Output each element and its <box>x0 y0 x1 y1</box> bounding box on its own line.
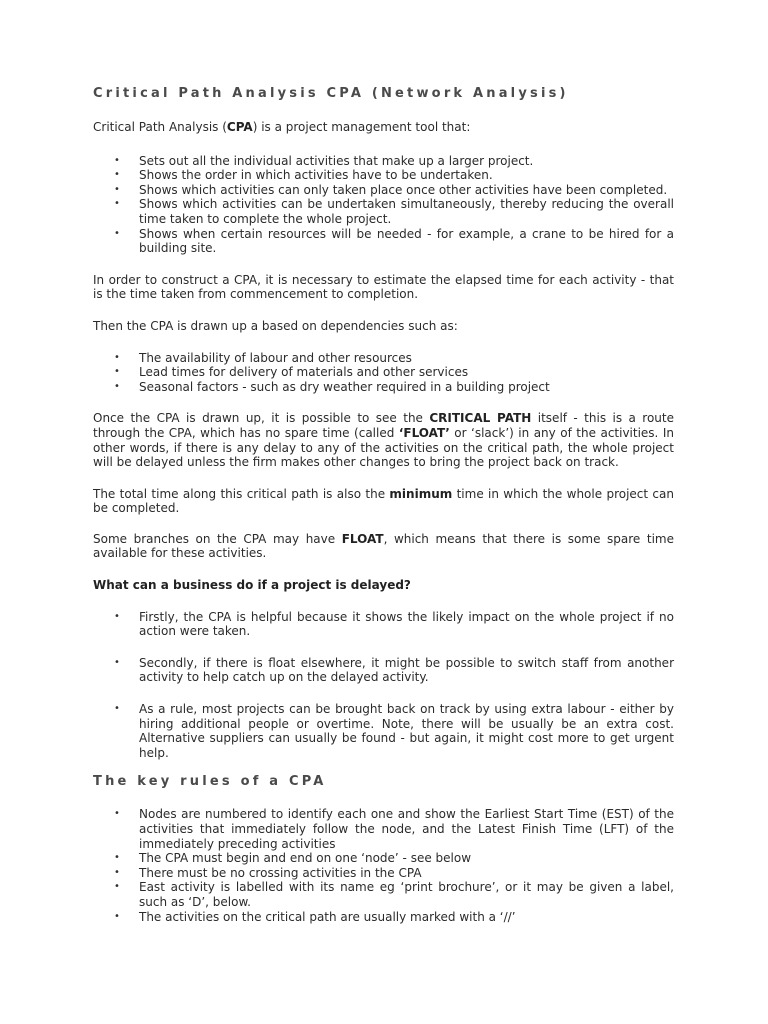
list-item: • Lead times for delivery of materials and other services <box>93 365 674 380</box>
intro-text-before: Critical Path Analysis ( <box>93 120 227 134</box>
dependencies-list <box>93 351 674 395</box>
list-item: • Shows the order in which activities have to be undertaken. <box>93 168 674 183</box>
list-item: • Shows which activities can be undertaken simultaneously, thereby reducing the overall time taken to complete the whole project. <box>93 197 674 226</box>
list-item: • East activity is labelled with its name eg ‘print brochure’, or it may be given a label, such as ‘D’, below. <box>93 880 674 909</box>
document-body <box>93 86 674 924</box>
critical-text-3: or ‘slack’) in any of the activities. In other words, if there is any delay to any of the activities on the critical path, the whole project will be delayed unless the firm makes other changes to bring the project back on track. <box>93 425 674 470</box>
delay-list <box>93 610 674 761</box>
critical-text-2: itself - this is a route through the CPA, which has no spare time (called <box>93 411 675 440</box>
float-text-1: Some branches on the CPA may have <box>93 531 342 546</box>
minimum-text-2: time in which the whole project can be completed. <box>93 486 674 516</box>
minimum-paragraph <box>93 487 674 516</box>
list-item: • Sets out all the individual activities that make up a larger project. <box>93 154 674 169</box>
intro-list <box>93 154 674 256</box>
delay-heading: What can a business do if a project is delayed? <box>93 578 411 593</box>
list-item: • Shows which activities can only taken place once other activities have been completed. <box>93 183 674 198</box>
critical-path-bold: CRITICAL PATH <box>429 411 532 426</box>
list-item: • Seasonal factors - such as dry weather required in a building project <box>93 380 674 395</box>
critical-text-1: Once the CPA is drawn up, it is possible to see the <box>93 411 430 426</box>
float-bold: ‘FLOAT’ <box>398 425 450 440</box>
float-bold-2: FLOAT <box>341 531 384 546</box>
list-item: • As a rule, most projects can be brought back on track by using extra labour - either by hiring additional people or overtime. Note, there will be usually be an extra cost. Alternative suppliers can usually be found - but again, it might cost more to get urgent help. <box>93 702 674 760</box>
list-item: • Firstly, the CPA is helpful because it shows the likely impact on the whole project if no action were taken. <box>93 610 674 639</box>
list-item: • The availability of labour and other resources <box>93 351 674 366</box>
list-item: • Nodes are numbered to identify each one and show the Earliest Start Time (EST) of the activities that immediately follow the node, and the Latest Finish Time (LFT) of the immediately preceding activities <box>93 807 674 851</box>
rules-heading: The key rules of a CPA <box>93 774 327 790</box>
list-item: • Shows when certain resources will be needed - for example, a crane to be hired for a building site. <box>93 227 674 256</box>
dependencies-intro: Then the CPA is drawn up a based on dependencies such as: <box>93 318 458 333</box>
intro-paragraph <box>93 120 674 135</box>
page-title: Critical Path Analysis CPA (Network Analysis) <box>93 86 569 101</box>
rules-list <box>93 807 674 924</box>
construct-paragraph: In order to construct a CPA, it is necessary to estimate the elapsed time for each activity - that is the time taken from commencement to completion. <box>93 272 674 302</box>
float-text-2: , which means that there is some spare time available for these activities. <box>93 531 674 561</box>
list-item: • The CPA must begin and end on one ‘node’ - see below <box>93 851 674 866</box>
intro-cpa-bold: CPA <box>226 120 253 134</box>
float-paragraph <box>93 532 674 561</box>
minimum-bold: minimum <box>389 486 453 501</box>
list-item: • There must be no crossing activities in the CPA <box>93 866 674 881</box>
list-item: • Secondly, if there is float elsewhere, it might be possible to switch staff from another activity to help catch up on the delayed activity. <box>93 656 674 685</box>
list-item: • The activities on the critical path are usually marked with a ‘//’ <box>93 910 674 925</box>
minimum-text-1: The total time along this critical path is also the <box>93 486 390 501</box>
critical-path-paragraph <box>93 411 674 469</box>
intro-text-after: ) is a project management tool that: <box>252 120 471 134</box>
